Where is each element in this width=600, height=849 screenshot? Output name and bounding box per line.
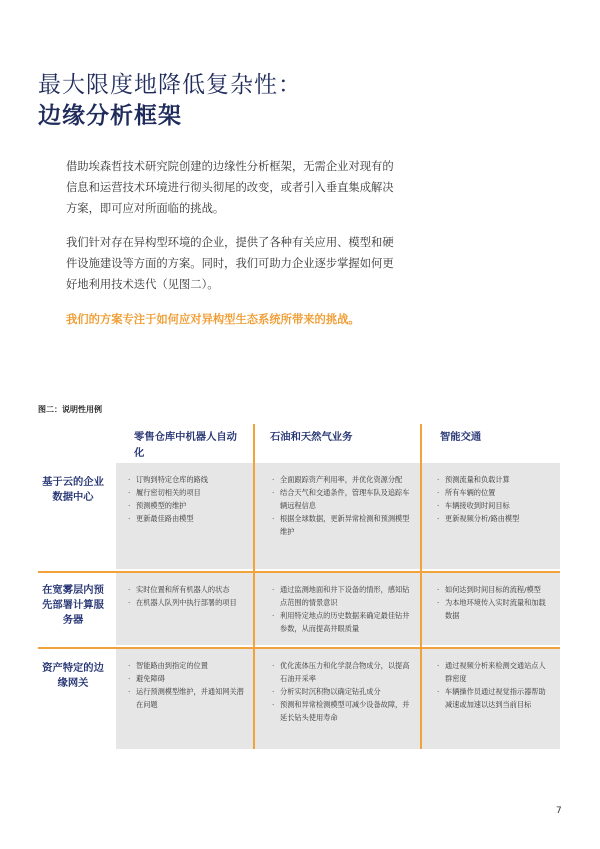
list-item: · 车辆接收到时间目标	[437, 499, 552, 512]
row-label-cloud-datacenter: 基于云的企业数据中心	[42, 476, 104, 503]
body-paragraph-1: 借助埃森哲技术研究院创建的边缘性分析框架，无需企业对现有的信息和运营技术环境进行彻头彻尾的改变，或者引入垂直集成解决方案，即可应对所面临的挑战。	[66, 160, 394, 215]
page-title-line-1: 最大限度地降低复杂性：	[38, 72, 302, 98]
list-item: · 预测模型的维护	[128, 499, 247, 512]
highlight-statement: 我们的方案专注于如何应对异构型生态系统所带来的挑战。	[66, 313, 360, 326]
list-item: · 运行预测模型维护，并通知网关潜在问题	[128, 685, 247, 711]
row-label-edge-gateway: 资产特定的边缘网关	[42, 662, 104, 689]
table-cell-r1-c1	[116, 463, 253, 569]
list-item: · 优化流体压力和化学混合物成分，以提高石油开采率	[272, 659, 412, 685]
list-item: · 根据全球数据，更新异常检测和预测模型维护	[272, 512, 412, 538]
list-item: · 实时位置和所有机器人的状态	[128, 583, 247, 596]
page-number: 7	[556, 806, 562, 816]
list-item: · 预测流量和负载计算	[437, 473, 552, 486]
figure-caption: 图二：说明性用例	[38, 405, 102, 414]
table-cell-r1-c3	[421, 463, 560, 569]
page-title-line-2: 边缘分析框架	[38, 103, 182, 129]
column-header-retail: 零售仓库中机器人自动化	[134, 431, 237, 459]
table-cell-r2-c1	[116, 573, 253, 645]
column-header-oil-gas: 石油和天然气业务	[270, 431, 353, 443]
table-cell-r1-c2	[254, 463, 420, 569]
list-item: · 所有车辆的位置	[437, 486, 552, 499]
column-header-smart-traffic: 智能交通	[440, 431, 482, 443]
row-label-fog-compute: 在宽雾层内预先部署计算服务器	[42, 584, 104, 626]
body-paragraph-2: 我们针对存在异构型环境的企业，提供了各种有关应用、模型和硬件设施建设等方面的方案。同时，我们可助力企业逐步掌握如何更好地利用技术迭代（见图二）。	[66, 236, 394, 291]
row-divider	[38, 571, 560, 573]
list-item: · 避免障碍	[128, 672, 247, 685]
list-item: · 预测和异常检测模型可减少设备故障，并延长钻头使用寿命	[272, 698, 412, 724]
table-cell-r3-c3	[421, 649, 560, 749]
list-item: · 在机器人队列中执行部署的项目	[128, 596, 247, 609]
column-divider	[253, 424, 255, 749]
list-item: · 更新视频分析/路由模型	[437, 512, 552, 525]
list-item: · 分析实时沉积物以确定钻孔成分	[272, 685, 412, 698]
list-item: · 智能路由到指定的位置	[128, 659, 247, 672]
list-item: · 更新最佳路由模型	[128, 512, 247, 525]
list-item: · 结合天气和交通条件，管理车队及追踪车辆远程信息	[272, 486, 412, 512]
list-item: · 订购到特定仓库的路线	[128, 473, 247, 486]
table-cell-r3-c1	[116, 649, 253, 749]
list-item: · 通过视频分析来检测交通站点人群密度	[437, 659, 552, 685]
list-item: · 利用特定地点的历史数据来确定最佳钻井参数，从而提高井眼质量	[272, 609, 412, 635]
column-divider	[420, 424, 422, 749]
table-cell-r2-c2	[254, 573, 420, 645]
list-item: · 通过监测地面和井下设备的情形，感知钻点范围的情景意识	[272, 583, 412, 609]
row-divider	[38, 647, 560, 649]
list-item: · 履行密切相关的项目	[128, 486, 247, 499]
list-item: · 为本地环境传入实时流量和加载数据	[437, 596, 552, 622]
list-item: · 如何达到时间目标的流程/模型	[437, 583, 552, 596]
table-cell-r2-c3	[421, 573, 560, 645]
list-item: · 全面跟踪资产利用率，并优化资源分配	[272, 473, 412, 486]
table-cell-r3-c2	[254, 649, 420, 749]
list-item: · 车辆操作员通过视觉指示器帮助减速或加速以达到当前目标	[437, 685, 552, 711]
